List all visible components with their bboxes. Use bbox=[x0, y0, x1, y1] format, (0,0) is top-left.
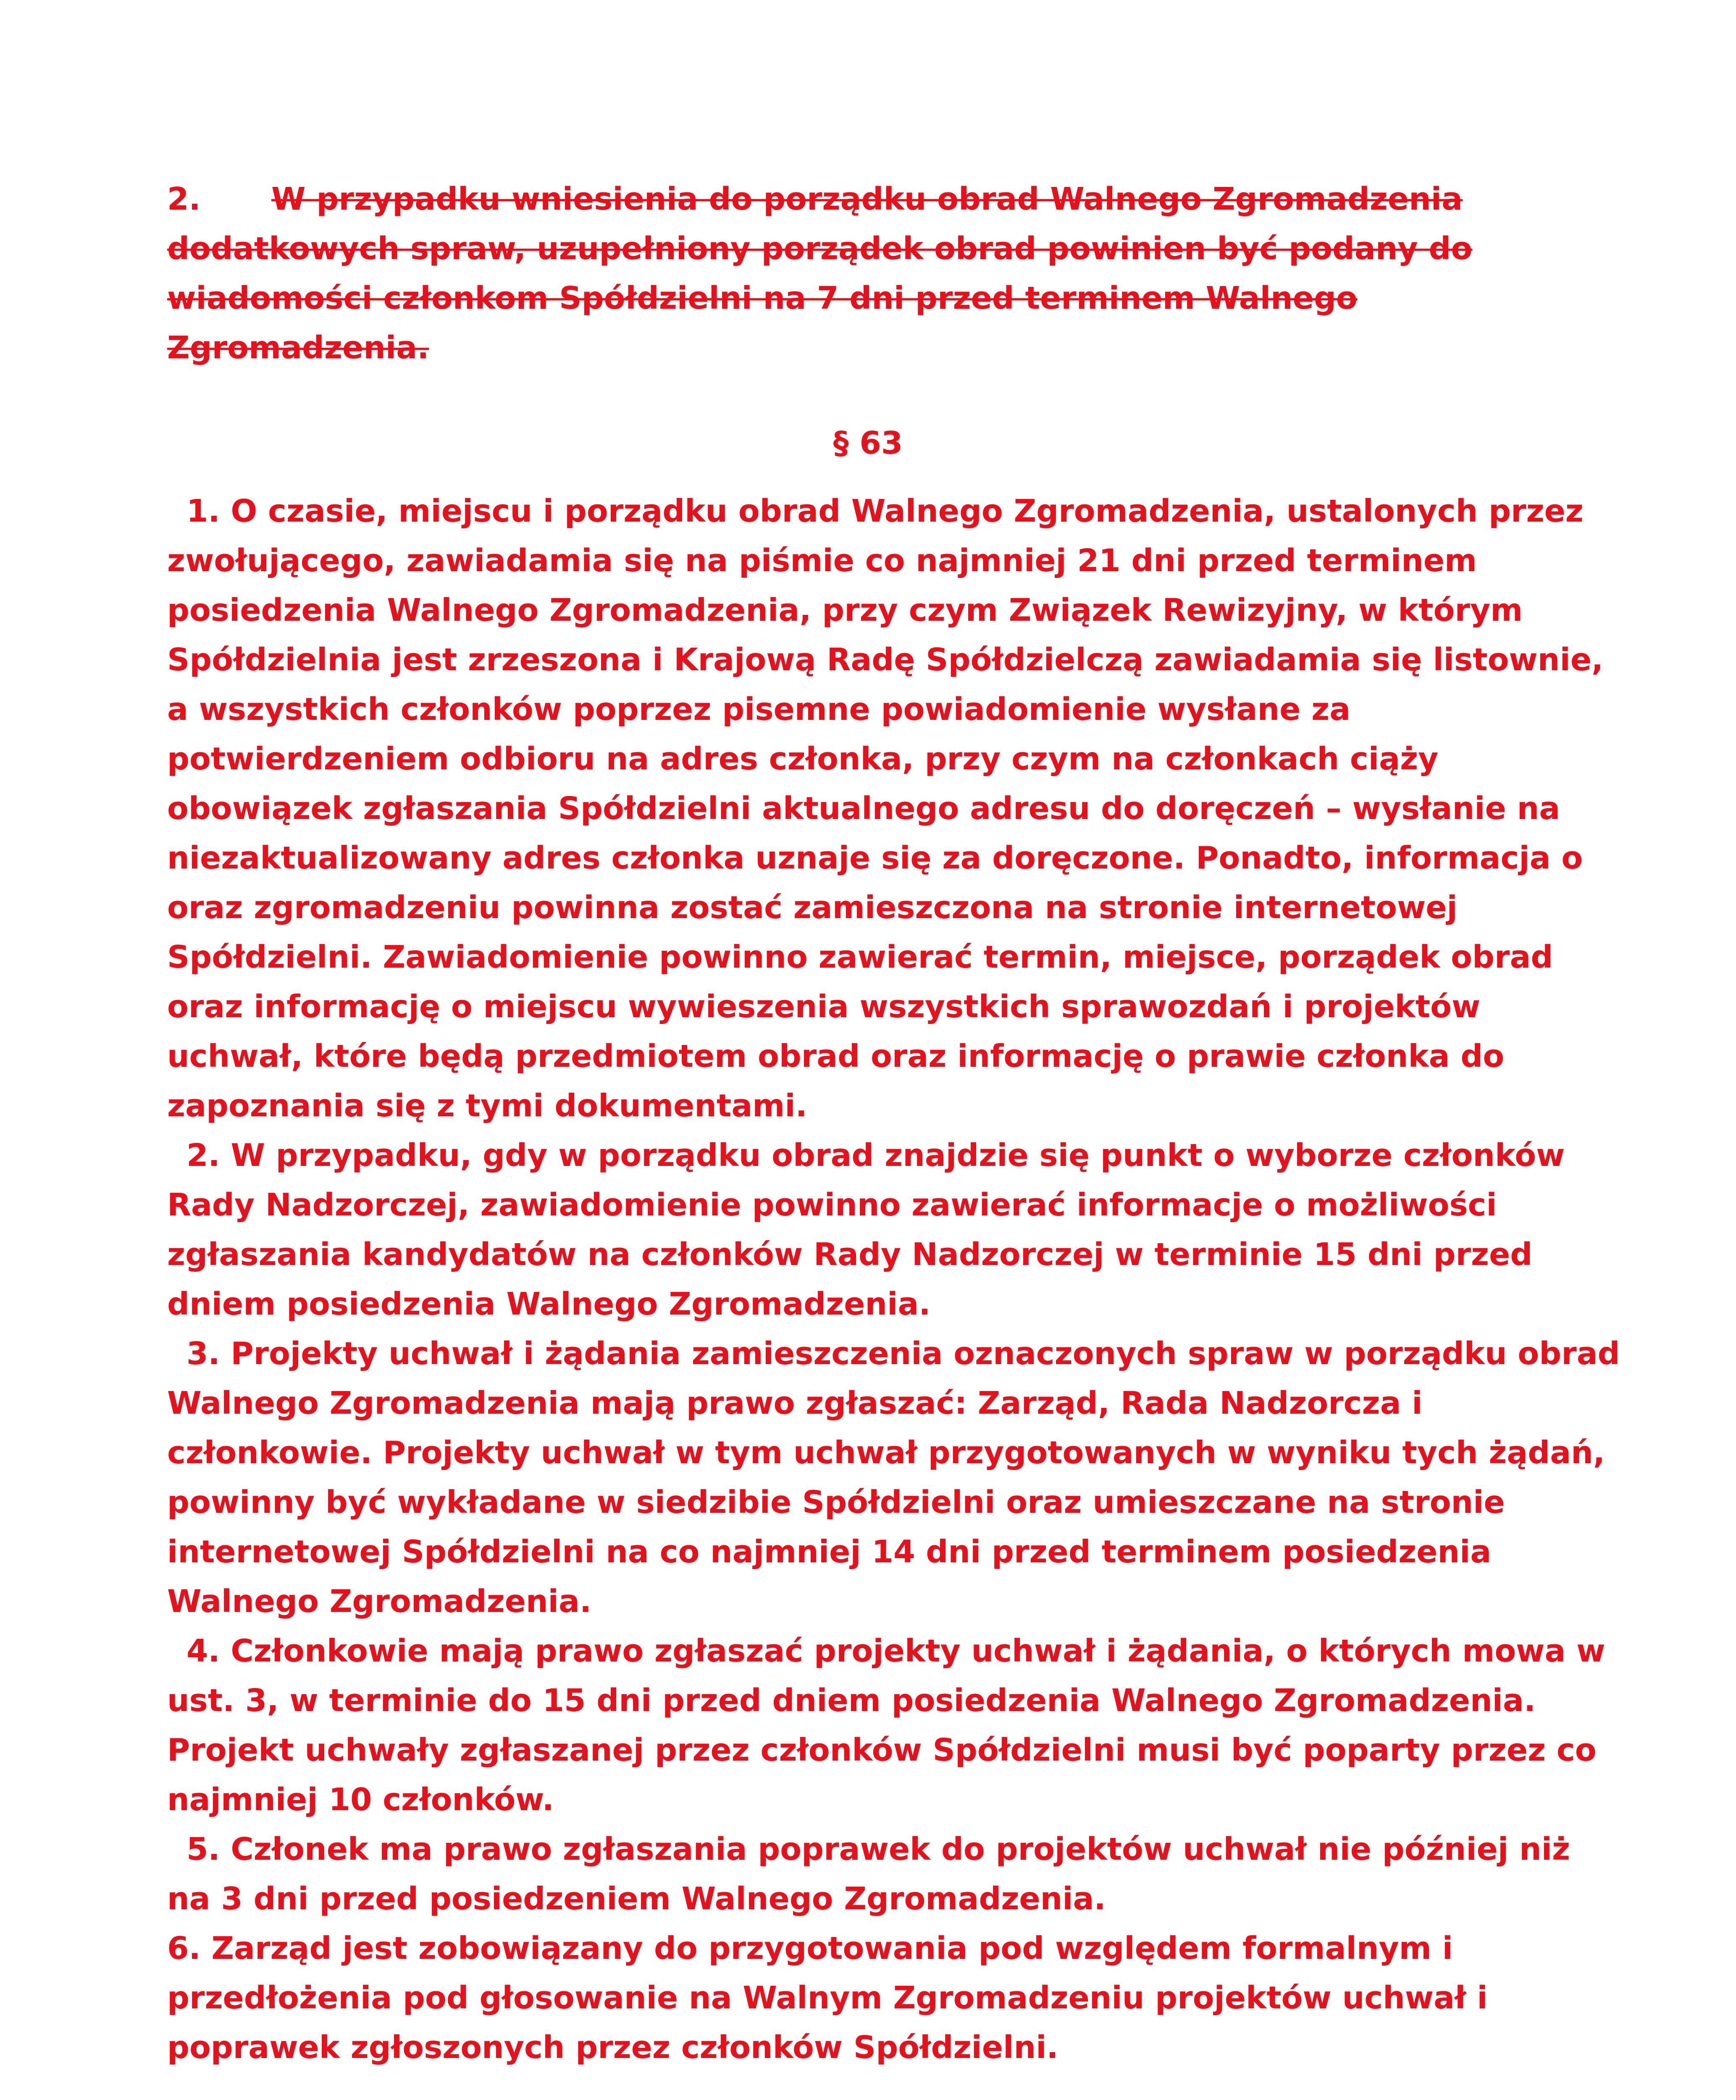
old-section-line: powinny być wykładane w siedzibie Spółdzielni oraz umieszczane na stronie bbox=[167, 1484, 1505, 1520]
old-section-line: obowiązek zgłaszania Spółdzielni aktualnego adresu do doręczeń – wysłanie na bbox=[167, 790, 1560, 827]
old-section-line: zapoznania się z tymi dokumentami. bbox=[167, 1088, 807, 1124]
deleted-paragraph-line: dodatkowych spraw, uzupełniony porządek obrad powinien być podany do bbox=[167, 231, 1473, 267]
deleted-paragraph-number: 2. bbox=[167, 181, 201, 217]
old-section-line: 6. Zarząd jest zobowiązany do przygotowania pod względem formalnym i bbox=[167, 1930, 1453, 1966]
old-section-line: uchwał, które będą przedmiotem obrad oraz informację o prawie członka do bbox=[167, 1038, 1505, 1074]
old-section-line: 1. O czasie, miejscu i porządku obrad Walnego Zgromadzenia, ustalonych przez bbox=[186, 493, 1584, 529]
old-section-line: 3. Projekty uchwał i żądania zamieszczenia oznaczonych spraw w porządku obrad bbox=[186, 1336, 1620, 1372]
old-section-line: internetowej Spółdzielni na co najmniej 14 dni przed terminem posiedzenia bbox=[167, 1534, 1492, 1570]
old-section-line: poprawek zgłoszonych przez członków Spółdzielni. bbox=[167, 2029, 1058, 2066]
old-section-line: 4. Członkowie mają prawo zgłaszać projekty uchwał i żądania, o których mowa w bbox=[186, 1633, 1605, 1669]
old-section-line: Walnego Zgromadzenia mają prawo zgłaszać: Zarząd, Rada Nadzorcza i bbox=[167, 1385, 1423, 1421]
old-section-line: zwołującego, zawiadamia się na piśmie co najmniej 21 dni przed terminem bbox=[167, 543, 1477, 579]
old-section-line: oraz informację o miejscu wywieszenia wszystkich sprawozdań i projektów bbox=[167, 989, 1481, 1025]
old-section-line: ust. 3, w terminie do 15 dni przed dniem posiedzenia Walnego Zgromadzenia. bbox=[167, 1683, 1536, 1719]
old-section-line: Spółdzielnia jest zrzeszona i Krajową Radę Spółdzielczą zawiadamia się listownie, bbox=[167, 642, 1604, 678]
old-section-line: dniem posiedzenia Walnego Zgromadzenia. bbox=[167, 1286, 931, 1322]
old-section-line: przedłożenia pod głosowanie na Walnym Zgromadzeniu projektów uchwał i bbox=[167, 1980, 1488, 2016]
old-section-line: niezaktualizowany adres członka uznaje się za doręczone. Ponadto, informacja o bbox=[167, 840, 1583, 876]
deleted-paragraph-line: wiadomości członkom Spółdzielni na 7 dni przed terminem Walnego bbox=[167, 280, 1358, 316]
old-section-line: Projekt uchwały zgłaszanej przez członków Spółdzielni musi być poparty przez co bbox=[167, 1732, 1597, 1768]
old-section-line: oraz zgromadzeniu powinna zostać zamieszczona na stronie internetowej bbox=[167, 890, 1458, 926]
old-section-line: na 3 dni przed posiedzeniem Walnego Zgromadzenia. bbox=[167, 1881, 1106, 1917]
old-section-line: 2. W przypadku, gdy w porządku obrad znajdzie się punkt o wyborze członków bbox=[186, 1137, 1565, 1173]
deleted-paragraph-text: W przypadku wniesienia do porządku obrad Walnego Zgromadzenia bbox=[271, 181, 1463, 217]
old-section-line: a wszystkich członków poprzez pisemne powiadomienie wysłane za bbox=[167, 691, 1351, 727]
old-section-line: członkowie. Projekty uchwał w tym uchwał przygotowanych w wyniku tych żądań, bbox=[167, 1435, 1605, 1471]
old-section-line: potwierdzeniem odbioru na adres członka, przy czym na członkach ciąży bbox=[167, 741, 1439, 777]
old-section-heading: § 63 bbox=[833, 425, 903, 461]
deleted-paragraph-line: Zgromadzenia. bbox=[167, 330, 429, 366]
deleted-paragraph-line bbox=[167, 181, 1463, 217]
old-section-line: zgłaszania kandydatów na członków Rady Nadzorczej w terminie 15 dni przed bbox=[167, 1236, 1533, 1273]
old-section-line: najmniej 10 członków. bbox=[167, 1782, 554, 1818]
old-section-line: Rady Nadzorczej, zawiadomienie powinno zawierać informacje o możliwości bbox=[167, 1187, 1497, 1223]
old-section-line: 5. Członek ma prawo zgłaszania poprawek do projektów uchwał nie później niż bbox=[186, 1831, 1571, 1867]
old-section-line: posiedzenia Walnego Zgromadzenia, przy czym Związek Rewizyjny, w którym bbox=[167, 592, 1523, 628]
old-section-line: Walnego Zgromadzenia. bbox=[167, 1583, 592, 1620]
old-section-line: Spółdzielni. Zawiadomienie powinno zawierać termin, miejsce, porządek obrad bbox=[167, 939, 1553, 975]
